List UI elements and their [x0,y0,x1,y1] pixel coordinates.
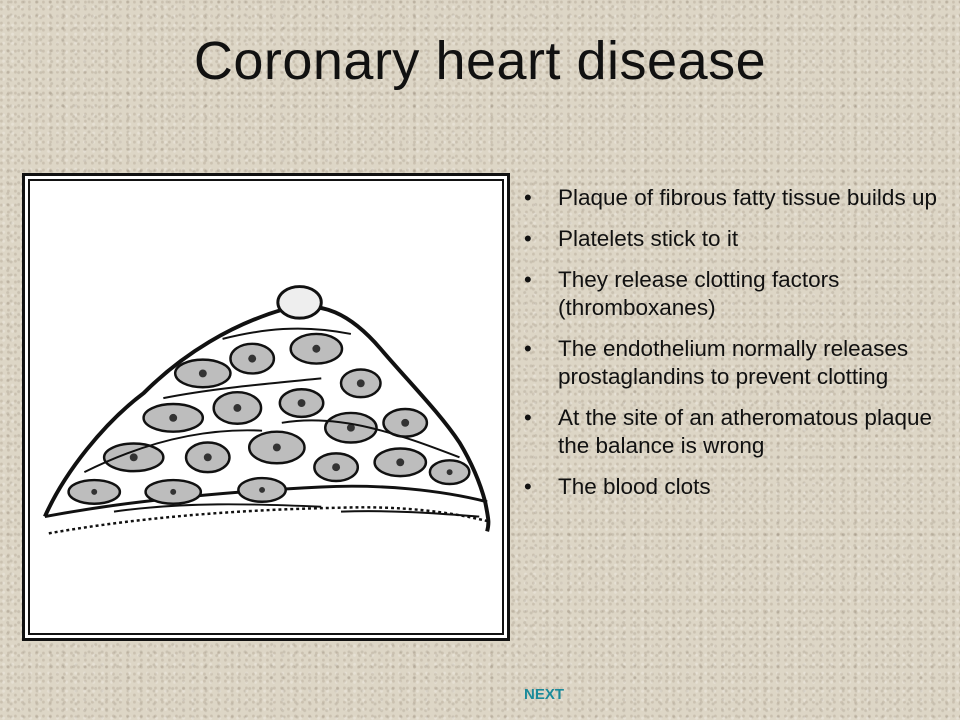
bullet-dot-icon: • [524,474,532,499]
bullet-dot-icon: • [524,405,532,430]
bullet-text: Plaque of fibrous fatty tissue builds up [558,185,937,210]
plaque-cross-section-icon [25,176,507,638]
bullet-dot-icon: • [524,185,532,210]
bullet-text: The blood clots [558,474,711,499]
bullet-text: At the site of an atheromatous plaque the balance is wrong [558,405,932,458]
bullet-item [522,184,942,212]
bullet-dot-icon: • [524,336,532,361]
bullet-list [522,184,942,514]
bullet-item [522,404,942,460]
plaque-illustration-frame [22,173,510,641]
next-link[interactable]: NEXT [524,686,565,703]
bullet-dot-icon: • [524,267,532,292]
bullet-item [522,225,942,253]
bullet-item [522,335,942,391]
slide-title: Coronary heart disease [193,31,767,91]
bullet-item [522,266,942,322]
bullet-item [522,473,942,501]
bullet-text: They release clotting factors (thromboxanes) [558,267,840,320]
bullet-text: Platelets stick to it [558,226,739,251]
bullet-text: The endothelium normally releases prostaglandins to prevent clotting [558,336,909,389]
bullet-dot-icon: • [524,226,532,251]
